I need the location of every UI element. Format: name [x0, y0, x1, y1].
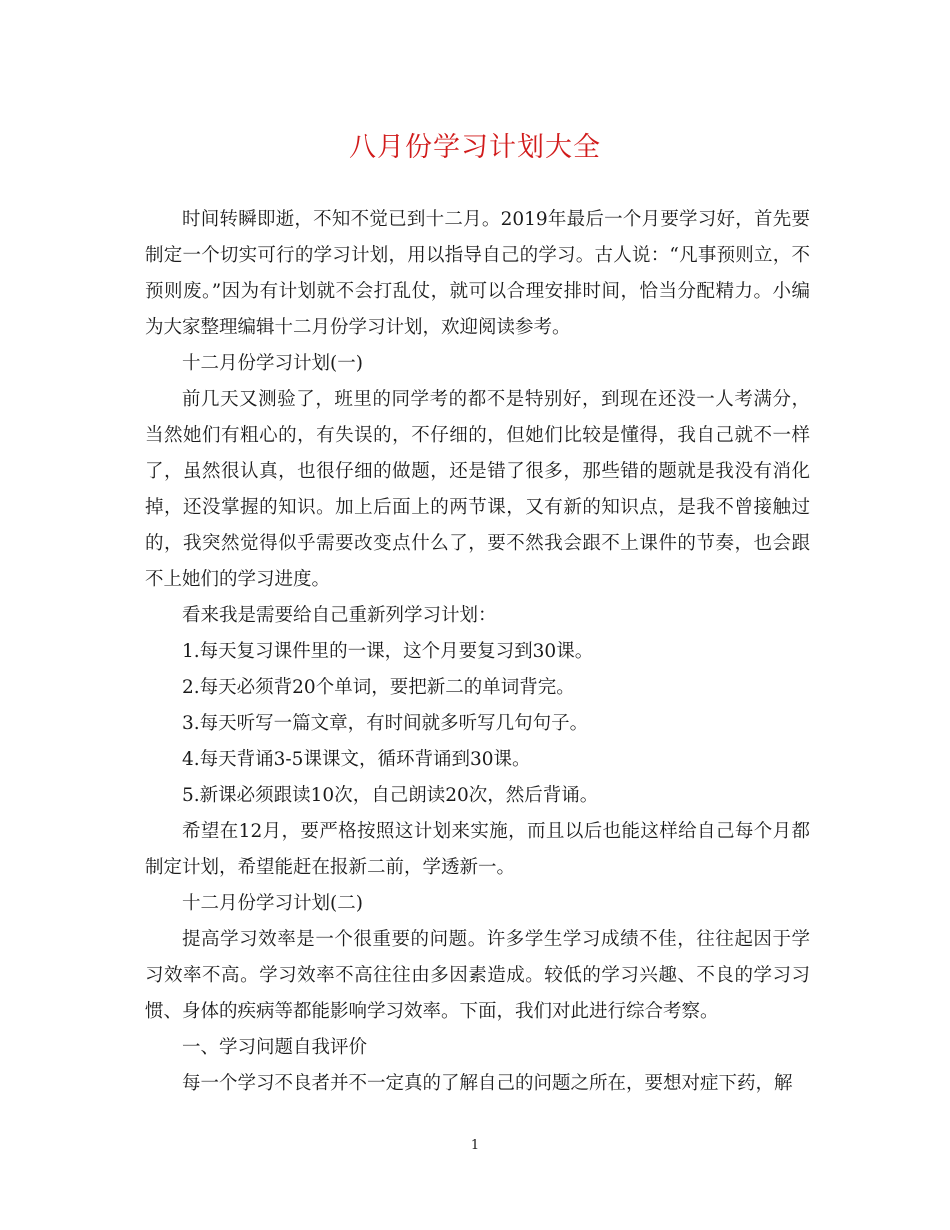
self-evaluation-paragraph: 每一个学习不良者并不一定真的了解自己的问题之所在，要想对症下药，解: [182, 1073, 793, 1094]
plan-list-item-3: 3.每天听写一篇文章，有时间就多听写几句句子。: [182, 713, 589, 734]
subsection-heading-self-evaluation: 一、学习问题自我评价: [182, 1037, 368, 1058]
section-heading-plan-1: 十二月份学习计划(一): [182, 353, 363, 374]
plan-list-item-5: 5.新课必须跟读10次，自己朗读20次，然后背诵。: [182, 785, 599, 806]
intro-paragraph: 时间转瞬即逝，不知不觉已到十二月。2019年最后一个月要学习好，首先要制定一个切实可行的学习计划，用以指导自己的学习。古人说：“凡事预则立，不预则废。”因为有计划就不会打乱仗，就可以合理安排时间，恰当分配精力。小编为大家整理编辑十二月份学习计划，欢迎阅读参考。: [145, 209, 810, 338]
plan-list-item-1: 1.每天复习课件里的一课，这个月要复习到30课。: [182, 641, 594, 662]
document-body: [145, 202, 810, 1102]
plan-list-item-2: 2.每天必须背20个单词，要把新二的单词背完。: [182, 677, 575, 698]
plan-2-paragraph: 提高学习效率是一个很重要的问题。许多学生学习成绩不佳，往往起因于学习效率不高。学习效率不高往往由多因素造成。较低的学习兴趣、不良的学习习惯、身体的疾病等都能影响学习效率。下面，我们对此进行综合考察。: [145, 929, 810, 1022]
page-number: 1: [470, 1138, 480, 1153]
plan-1-conclusion: 希望在12月，要严格按照这计划来实施，而且以后也能这样给自己每个月都制定计划，希望能赶在报新二前，学透新一。: [145, 821, 810, 878]
plan-list-intro: 看来我是需要给自己重新列学习计划：: [182, 605, 497, 626]
plan-1-paragraph: 前几天又测验了，班里的同学考的都不是特别好，到现在还没一人考满分，当然她们有粗心的，有失误的，不仔细的，但她们比较是懂得，我自己就不一样了，虽然很认真，也很仔细的做题，还是错了很多，那些错的题就是我没有消化掉，还没掌握的知识。加上后面上的两节课，又有新的知识点，是我不曾接触过的，我突然觉得似乎需要改变点什么了，要不然我会跟不上课件的节奏，也会跟不上她们的学习进度。: [145, 389, 810, 590]
document-title: 八月份学习计划大全: [349, 132, 601, 163]
plan-list-item-4: 4.每天背诵3-5课课文，循环背诵到30课。: [182, 749, 531, 770]
section-heading-plan-2: 十二月份学习计划(二): [182, 893, 363, 914]
